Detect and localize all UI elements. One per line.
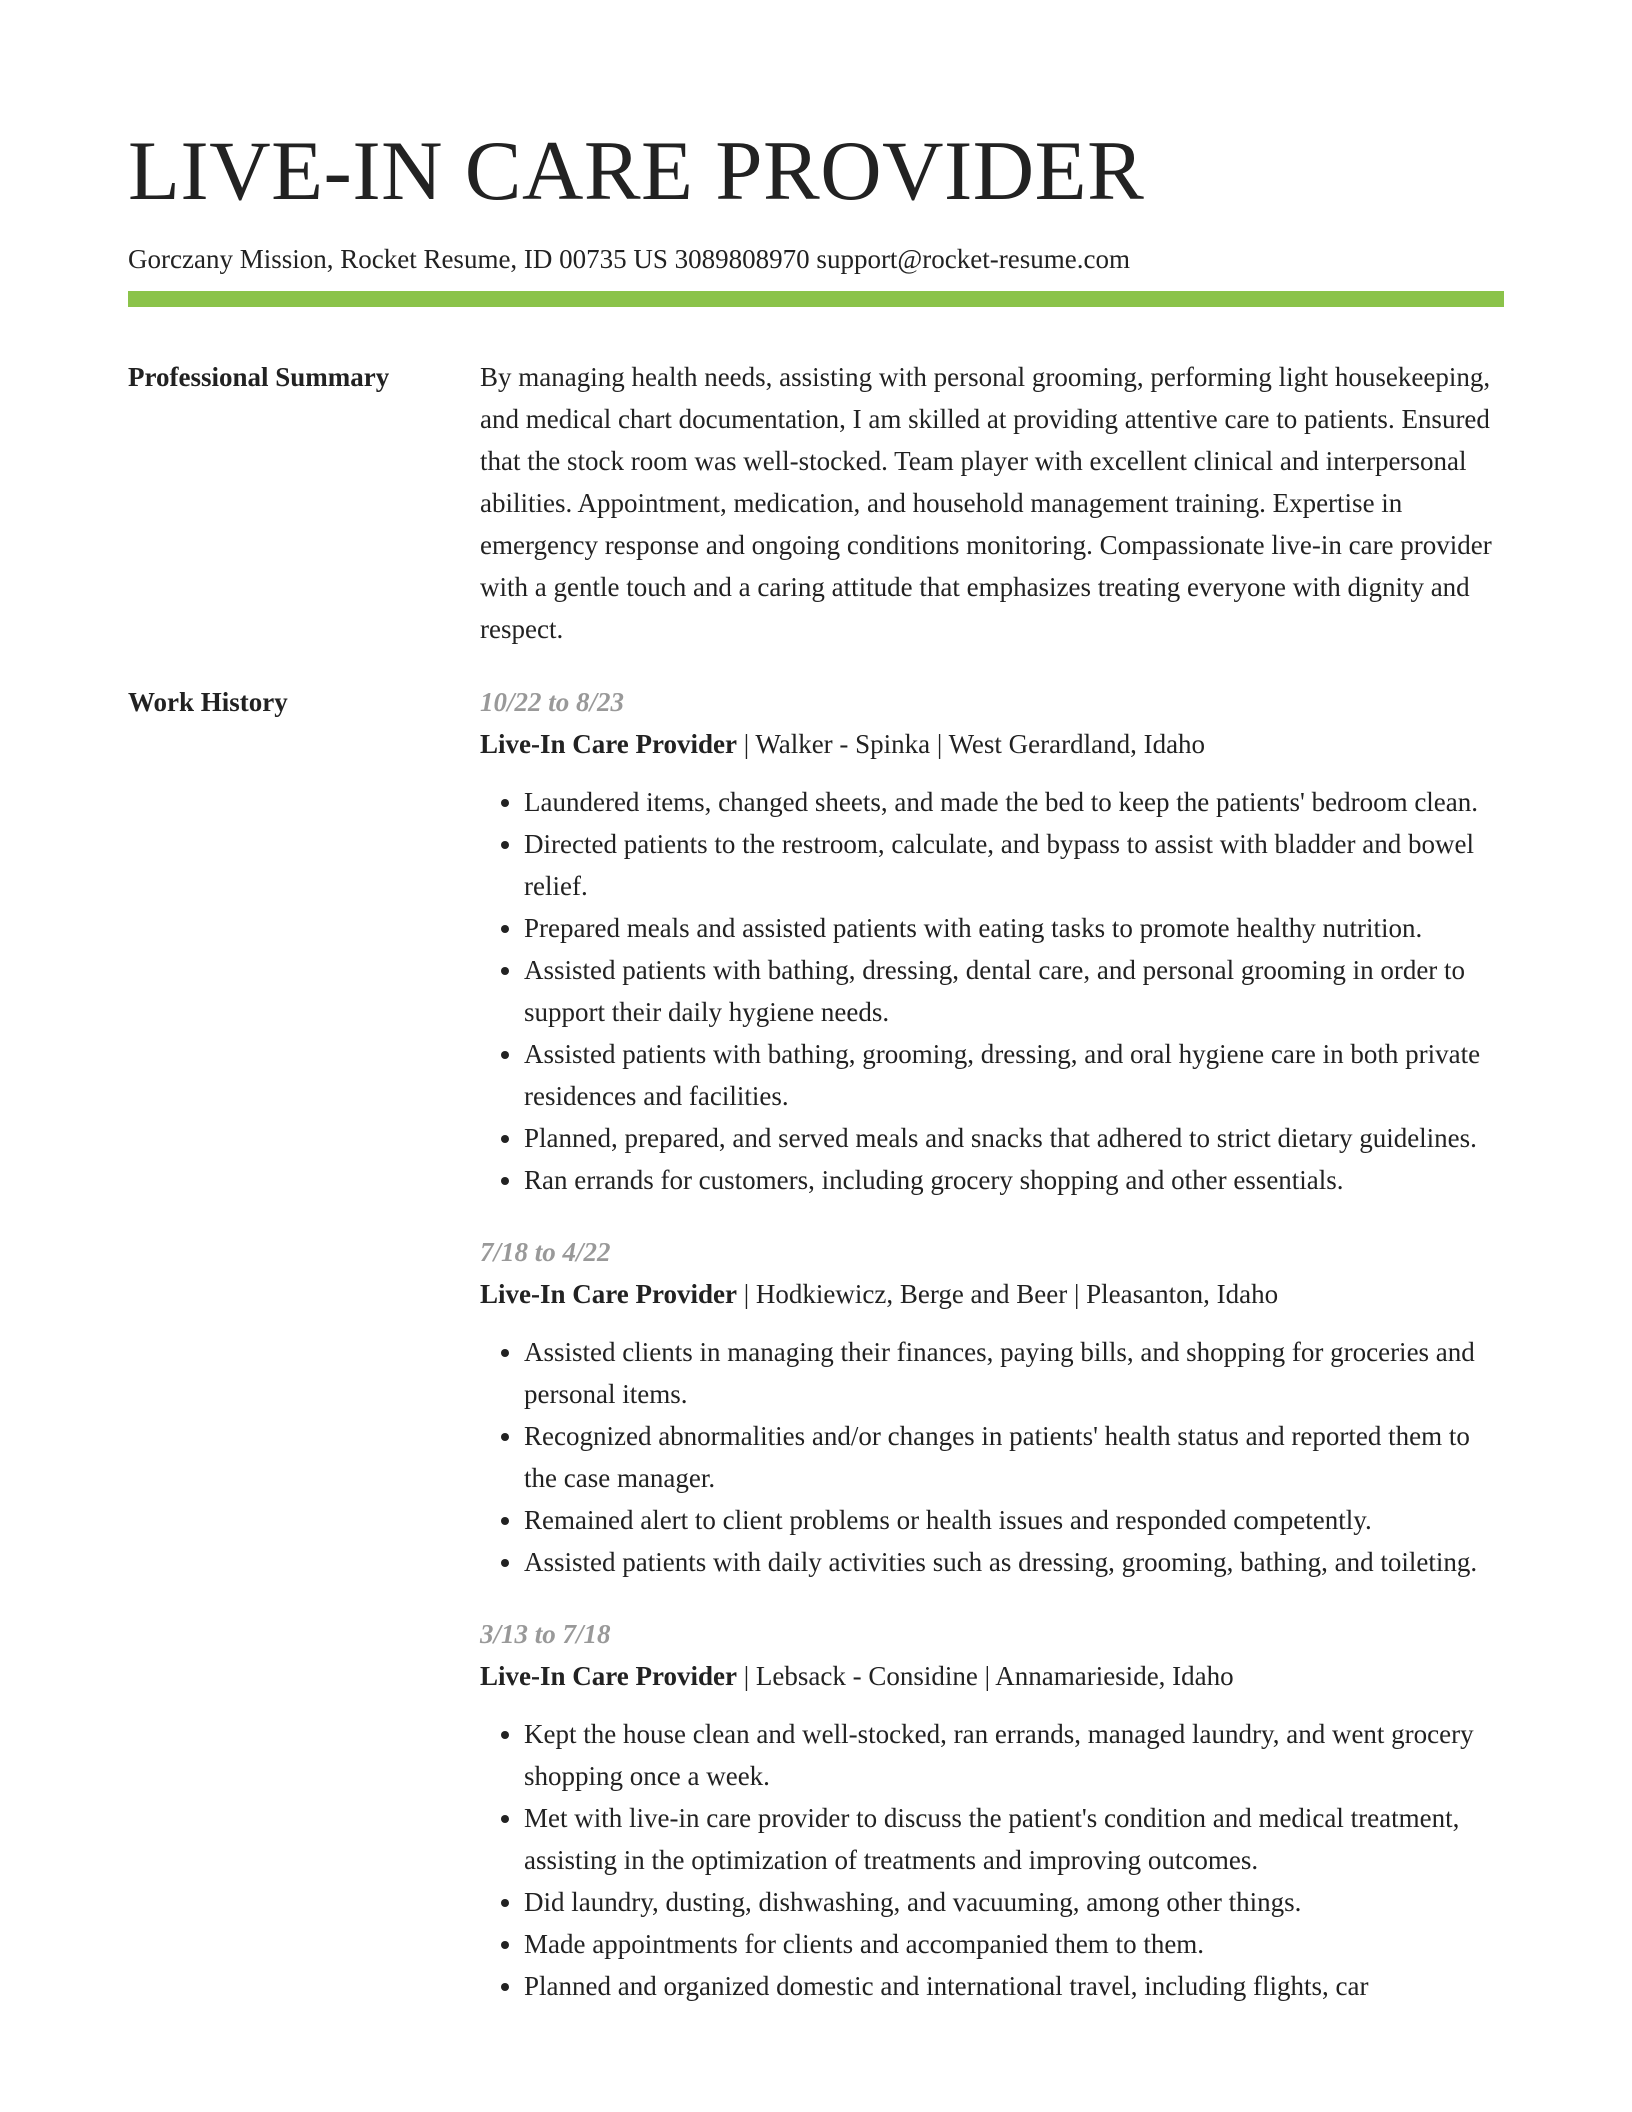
job-bullet: • Ran errands for customers, including grocery shopping and other essentials. (524, 1159, 1504, 1201)
work-history-section (128, 681, 1504, 2037)
job-bullet-list (480, 1713, 1504, 2007)
work-history-label: Work History (128, 687, 288, 717)
job-bullet: • Remained alert to client problems or health issues and responded competently. (524, 1499, 1504, 1541)
job-entry (480, 1231, 1504, 1583)
job-bullet: • Made appointments for clients and accompanied them to them. (524, 1923, 1504, 1965)
job-employer-location: | Hodkiewicz, Berge and Beer | Pleasanton, Idaho (736, 1279, 1279, 1309)
job-employer-location: | Walker - Spinka | West Gerardland, Idaho (736, 729, 1206, 759)
job-heading (480, 1655, 1504, 1697)
job-bullet: • Planned, prepared, and served meals and snacks that adhered to strict dietary guidelines. (524, 1117, 1504, 1159)
job-bullet: • Laundered items, changed sheets, and made the bed to keep the patients' bedroom clean. (524, 781, 1504, 823)
job-bullet-list (480, 1331, 1504, 1583)
contact-line: Gorczany Mission, Rocket Resume, ID 00735 US 3089808970 support@rocket-resume.com (128, 244, 1130, 274)
summary-body (480, 356, 1504, 650)
job-bullet: • Recognized abnormalities and/or changes in patients' health status and reported them to the case manager. (524, 1415, 1504, 1499)
summary-label: Professional Summary (128, 362, 390, 392)
job-title: Live-In Care Provider (480, 1661, 737, 1691)
job-bullet: • Prepared meals and assisted patients with eating tasks to promote healthy nutrition. (524, 907, 1504, 949)
job-bullet: • Kept the house clean and well-stocked, ran errands, managed laundry, and went grocery shopping once a week. (524, 1713, 1504, 1797)
job-bullet: • Did laundry, dusting, dishwashing, and vacuuming, among other things. (524, 1881, 1504, 1923)
job-dates: 7/18 to 4/22 (480, 1237, 611, 1267)
job-bullet: • Assisted clients in managing their finances, paying bills, and shopping for groceries and personal items. (524, 1331, 1504, 1415)
resume-title: LIVE-IN CARE PROVIDER (128, 124, 1145, 218)
job-bullet: • Assisted patients with bathing, grooming, dressing, and oral hygiene care in both private residences and facilities. (524, 1033, 1504, 1117)
job-heading (480, 1273, 1504, 1315)
job-entry (480, 681, 1504, 1201)
job-employer-location: | Lebsack - Considine | Annamarieside, Idaho (736, 1661, 1234, 1691)
accent-divider (128, 291, 1504, 307)
job-bullet-list (480, 781, 1504, 1201)
job-title: Live-In Care Provider (480, 729, 737, 759)
job-entry (480, 1613, 1504, 2007)
job-dates: 3/13 to 7/18 (480, 1619, 611, 1649)
work-history-body (480, 681, 1504, 2037)
job-dates: 10/22 to 8/23 (480, 687, 625, 717)
job-title: Live-In Care Provider (480, 1279, 737, 1309)
job-bullet: • Directed patients to the restroom, calculate, and bypass to assist with bladder and bowel relief. (524, 823, 1504, 907)
job-bullet: • Assisted patients with bathing, dressing, dental care, and personal grooming in order to support their daily hygiene needs. (524, 949, 1504, 1033)
summary-text: By managing health needs, assisting with personal grooming, performing light housekeeping, and medical chart documentation, I am skilled at providing attentive care to patients. Ensured that the stock room was well-stocked. Team player with excellent clinical and interpersonal abilities. Appointment, medication, and household management training. Expertise in emergency response and ongoing conditions monitoring. Compassionate live-in care provider with a gentle touch and a caring attitude that emphasizes treating everyone with dignity and respect. (480, 362, 1492, 644)
job-heading (480, 723, 1504, 765)
job-bullet: • Met with live-in care provider to discuss the patient's condition and medical treatment, assisting in the optimization of treatments and improving outcomes. (524, 1797, 1504, 1881)
job-bullet: • Planned and organized domestic and international travel, including flights, car (524, 1965, 1504, 2007)
job-bullet: • Assisted patients with daily activities such as dressing, grooming, bathing, and toileting. (524, 1541, 1504, 1583)
summary-section (128, 356, 1504, 650)
